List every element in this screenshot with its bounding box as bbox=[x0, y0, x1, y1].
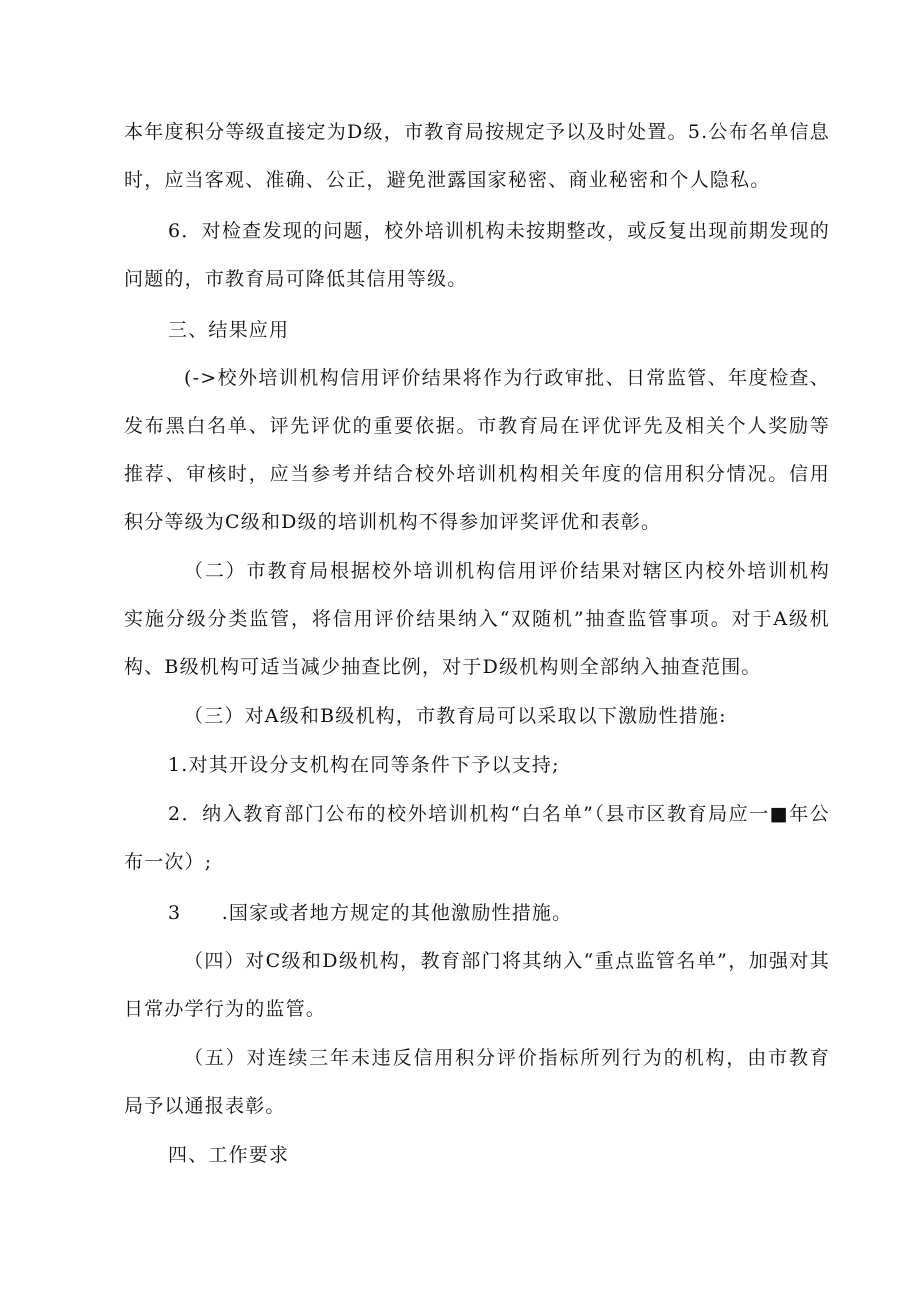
paragraph-results-1: (->校外培训机构信用评价结果将作为行政审批、日常监管、年度检查、发布黑白名单、评先评优的重要依据。市教育局在评优评先及相关个人奖励等推荐、审核时，应当参考并结合校外培训机构相关年度的信用积分情况。信用积分等级为C级和D级的培训机构不得参加评奖评优和表彰。 bbox=[124, 367, 830, 533]
list-item-3: 3 .国家或者地方规定的其他激励性措施。 bbox=[168, 902, 573, 924]
paragraph-1: 本年度积分等级直接定为D级，市教育局按规定予以及时处置。5.公布名单信息时，应当客观、准确、公正，避免泄露国家秘密、商业秘密和个人隐私。 bbox=[124, 121, 830, 191]
paragraph-results-3: （三）对A级和B级机构，市教育局可以采取以下激励性措施: bbox=[184, 705, 727, 727]
paragraph-results-5: （五）对连续三年未违反信用积分评价指标所列行为的机构，由市教育局予以通报表彰。 bbox=[124, 1047, 830, 1117]
paragraph-results-4: （四）对C级和D级机构，教育部门将其纳入“重点监管名单”，加强对其日常办学行为的监管。 bbox=[124, 950, 830, 1020]
list-item-1: 1.对其开设分支机构在同等条件下予以支持; bbox=[168, 754, 560, 776]
list-item-2: 2．纳入教育部门公布的校外培训机构“白名单”（县市区教育局应一■年公布一次）; bbox=[124, 803, 830, 873]
paragraph-results-2: （二）市教育局根据校外培训机构信用评价结果对辖区内校外培训机构实施分级分类监管，将信用评价结果纳入“双随机”抽查监管事项。对于A级机构、B级机构可适当减少抽查比例，对于D级机构则全部纳入抽查范围。 bbox=[124, 560, 830, 678]
section-heading-3: 三、结果应用 bbox=[168, 319, 290, 341]
paragraph-2: 6．对检查发现的问题，校外培训机构未按期整改，或反复出现前期发现的问题的，市教育局可降低其信用等级。 bbox=[124, 220, 830, 290]
section-heading-4: 四、工作要求 bbox=[168, 1144, 290, 1166]
